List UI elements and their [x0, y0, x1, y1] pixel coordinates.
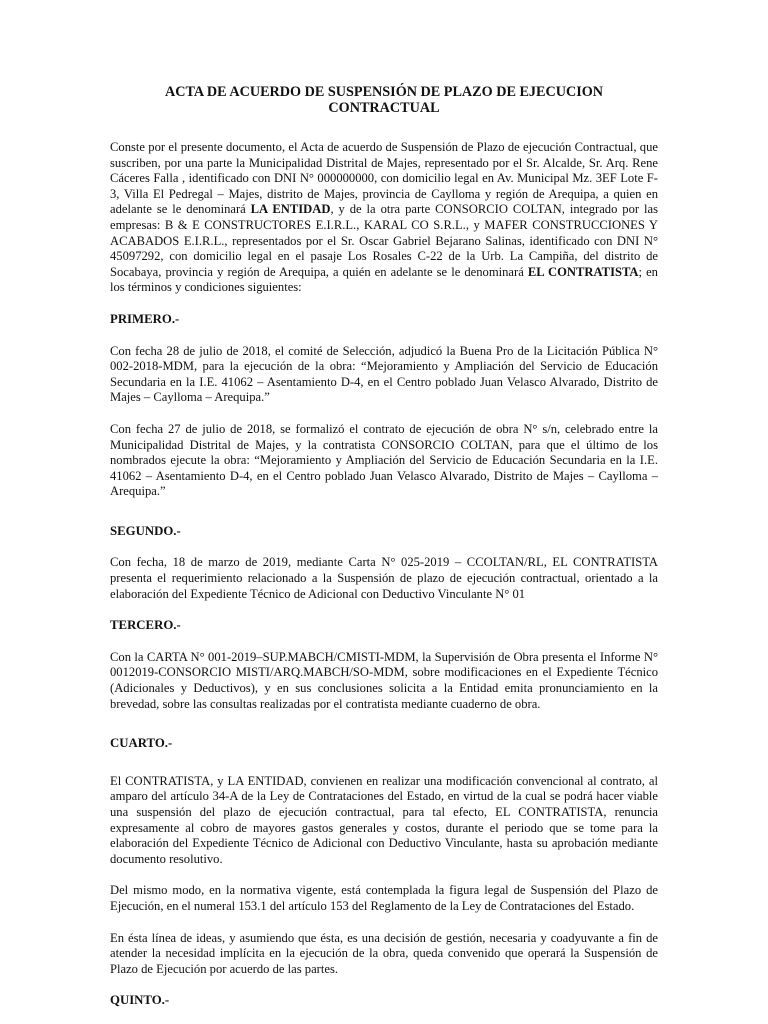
heading-tercero: TERCERO.-	[110, 618, 181, 633]
heading-primero: PRIMERO.-	[110, 311, 180, 326]
heading-quinto: QUINTO.-	[110, 993, 170, 1008]
tercero-paragraph-1: Con la CARTA N° 001-2019–SUP.MABCH/CMISTI-MDM, la Supervisión de Obra presenta el Informe N° 0012019-CONSORCIO MISTI/ARQ.MABCH/SO-MDM, sobre modificaciones en el Expediente Técnico (Adicionales y Deductivos), y en sus conclusiones solicita a la Entidad emita pronunciamiento en la brevedad, sobre las consultas realizadas por el contratista mediante cuaderno de obra.	[110, 649, 658, 711]
intro-text-1: Conste por el presente documento, el Acta de acuerdo de Suspensión de Plazo de ejecución Contractual, que suscriben, por una parte la Municipalidad Distrital de Majes, representado por el Sr. Alcalde, Sr. Arq. Rene Cáceres Falla , identificado con DNI N° 000000000, con domicilio legal en Av. Municipal Mz. 3EF Lote F-3, Villa El Pedregal – Majes, distrito de Majes, provincia de Caylloma y región de Arequipa, a quien en adelante se le denominará	[110, 140, 658, 217]
title-line-1: ACTA DE ACUERDO DE SUSPENSIÓN DE PLAZO DE EJECUCION	[164, 84, 604, 100]
heading-cuarto: CUARTO.-	[110, 736, 173, 751]
intro-text-3: ; en los términos y condiciones siguientes:	[110, 264, 658, 295]
segundo-paragraph-1: Con fecha, 18 de marzo de 2019, mediante Carta N° 025-2019 – CCOLTAN/RL, EL CONTRATISTA presenta el requerimiento relacionado a la Suspensión de plazo de ejecución contractual, orientado a la elaboración del Expediente Técnico de Adicional con Deductivo Vinculante N° 01	[110, 555, 658, 601]
intro-paragraph	[110, 140, 658, 296]
document-title	[110, 84, 658, 116]
intro-text-2: , y de la otra parte CONSORCIO COLTAN, integrado por las empresas: B & E CONSTRUCTORES E.I.R.L., KARAL CO S.R.L., y MAFER CONSTRUCCIONES Y ACABADOS E.I.R.L., representados por el Sr. Oscar Gabriel Bejarano Salinas, identificado con DNI N° 45097292, con domicilio legal en el pasaje Los Rosales C-22 de la Urb. La Campiña, del distrito de Socabaya, provincia y región de Arequipa, a quién en adelante se le denominará	[110, 202, 658, 279]
cuarto-paragraph-1: El CONTRATISTA, y LA ENTIDAD, convienen en realizar una modificación convencional al contrato, al amparo del artículo 34-A de la Ley de Contrataciones del Estado, en virtud de la cual se podrá hacer viable una suspensión del plazo de ejecución contractual, para tal efecto, EL CONTRATISTA, renuncia expresamente al cobro de mayores gastos generales y costos, durante el periodo que se tome para la elaboración del Expediente Técnico de Adicional con Deductivo Vinculante, hasta su aprobación mediante documento resolutivo.	[110, 773, 658, 866]
cuarto-paragraph-3: En ésta línea de ideas, y asumiendo que ésta, es una decisión de gestión, necesaria y coadyuvante a fin de atender la necesidad implícita en la ejecución de la obra, queda convenido que operará la Suspensión de Plazo de Ejecución por acuerdo de las partes.	[110, 930, 658, 976]
primero-paragraph-1: Con fecha 28 de julio de 2018, el comité de Selección, adjudicó la Buena Pro de la Licitación Pública N° 002-2018-MDM, para la ejecución de la obra: “Mejoramiento y Ampliación del Servicio de Educación Secundaria en la I.E. 41062 – Asentamiento D-4, en el Centro poblado Juan Velasco Alvarado, Distrito de Majes – Caylloma – Arequipa.”	[110, 343, 658, 405]
heading-segundo: SEGUNDO.-	[110, 523, 181, 538]
primero-paragraph-2: Con fecha 27 de julio de 2018, se formalizó el contrato de ejecución de obra N° s/n, celebrado entre la Municipalidad Distrital de Majes, y la contratista CONSORCIO COLTAN, para que el último de los nombrados ejecute la obra: “Mejoramiento y Ampliación del Servicio de Educación Secundaria en la I.E. 41062 – Asentamiento D-4, en el Centro poblado Juan Velasco Alvarado, Distrito de Majes – Caylloma – Arequipa.”	[110, 421, 658, 499]
la-entidad-term: LA ENTIDAD	[250, 202, 331, 217]
cuarto-paragraph-2: Del mismo modo, en la normativa vigente, está contemplada la figura legal de Suspensión del Plazo de Ejecución, en el numeral 153.1 del artículo 153 del Reglamento de la Ley de Contrataciones del Estado.	[110, 883, 658, 913]
title-line-2: CONTRACTUAL	[328, 100, 440, 116]
el-contratista-term: EL CONTRATISTA	[527, 264, 639, 279]
